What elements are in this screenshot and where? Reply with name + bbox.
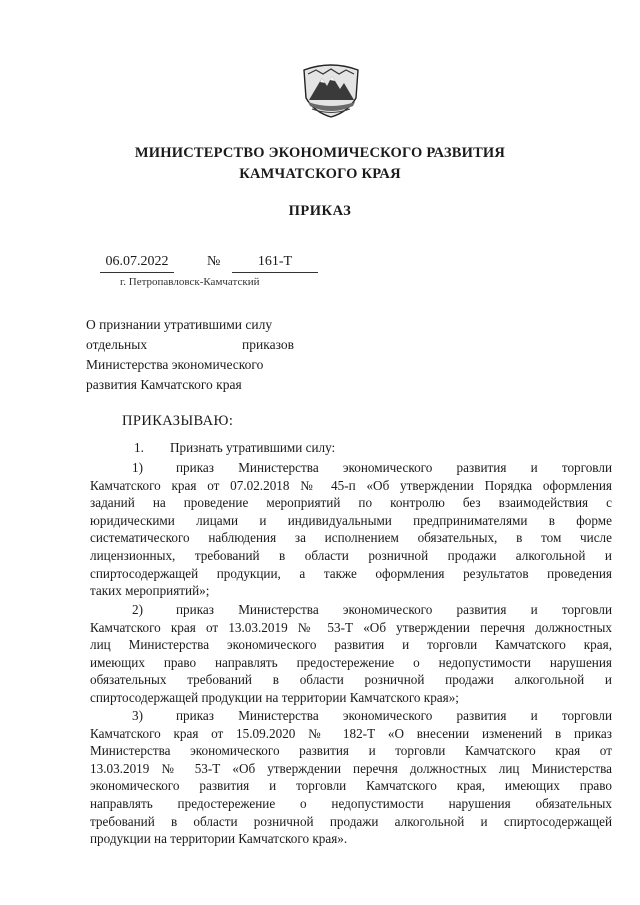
- text-line: направлять предостережение о недопустимости нарушения обязательных: [90, 795, 612, 811]
- kamchatka-emblem-icon: [300, 62, 362, 118]
- text-line: систематического наблюдения за исполнением обязательных, в том числе: [90, 530, 612, 546]
- order-directive: ПРИКАЗЫВАЮ:: [122, 413, 234, 429]
- text-line: 13.03.2019 № 53-Т «Об утверждении перечня должностных лиц Министерства: [90, 760, 612, 776]
- subitem-number: 3): [132, 708, 143, 723]
- text-line: приказ Министерства экономического развития и торговли: [176, 602, 612, 617]
- number-sign: №: [207, 254, 221, 269]
- text-line: юридическими лицами и индивидуальными предпринимателями в форме: [90, 512, 612, 528]
- subject-line: развития Камчатского края: [86, 377, 242, 392]
- text-line: спиртосодержащей продукции на территории Камчатского края»;: [90, 689, 459, 705]
- text-line: приказ Министерства экономического развития и торговли: [176, 708, 612, 723]
- date-underline: [100, 272, 174, 273]
- subitem-number: 1): [132, 460, 143, 475]
- text-line: Министерства экономического развития и торговли Камчатского края от: [90, 743, 612, 759]
- text-line: продукции на территории Камчатского края».: [90, 831, 348, 847]
- item-text: Признать утратившими силу:: [170, 440, 336, 455]
- order-subitem-1: [90, 459, 612, 600]
- order-subject: [86, 315, 294, 395]
- order-number: 161-Т: [257, 254, 293, 269]
- text-line: Камчатского края от 07.02.2018 № 45-п «Об утверждении Порядка оформления: [90, 477, 612, 493]
- text-line: спиртосодержащей продукции, а также оформления результатов проведения: [90, 565, 612, 581]
- text-line: обязательных требований в области розничной продажи алкогольной и: [90, 672, 612, 688]
- city-name: г. Петропавловск-Камчатский: [120, 276, 260, 288]
- text-line: имеющих право направлять предостережение о недопустимости нарушения: [90, 654, 612, 670]
- text-line: заданий на проведение мероприятий по контролю без взаимодействия с: [90, 495, 612, 511]
- document-type-title: ПРИКАЗ: [288, 203, 352, 219]
- text-line: Камчатского края от 13.03.2019 № 53-Т «Об утверждении перечня должностных: [90, 619, 612, 635]
- text-line: лиц Министерства экономического развития и торговли Камчатского края,: [90, 637, 612, 653]
- text-line: таких мероприятий»;: [90, 583, 210, 599]
- number-underline: [232, 272, 318, 273]
- item-number: 1.: [134, 440, 144, 455]
- order-item-1: [90, 439, 612, 457]
- subject-line: Министерства экономического: [86, 357, 264, 372]
- text-line: приказ Министерства экономического развития и торговли: [176, 460, 612, 475]
- text-line: требований в области розничной продажи алкогольной и спиртосодержащей: [90, 813, 612, 829]
- text-line: Камчатского края от 15.09.2020 № 182-Т «О внесении изменений в приказ: [90, 725, 612, 741]
- subject-line: О признании утратившими силу: [86, 317, 273, 332]
- text-line: лицензионных, требований в области розничной продажи алкогольной и: [90, 547, 612, 563]
- text-line: экономического развития и торговли Камчатского края, имеющих право: [90, 778, 612, 794]
- ministry-name-line1: МИНИСТЕРСТВО ЭКОНОМИЧЕСКОГО РАЗВИТИЯ: [134, 145, 506, 161]
- ministry-name-line2: КАМЧАТСКОГО КРАЯ: [239, 166, 401, 182]
- subject-line: отдельных приказов: [86, 337, 294, 352]
- order-date: 06.07.2022: [105, 254, 169, 269]
- subitem-number: 2): [132, 602, 143, 617]
- order-subitem-2: [90, 601, 612, 707]
- order-subitem-3: [90, 707, 612, 848]
